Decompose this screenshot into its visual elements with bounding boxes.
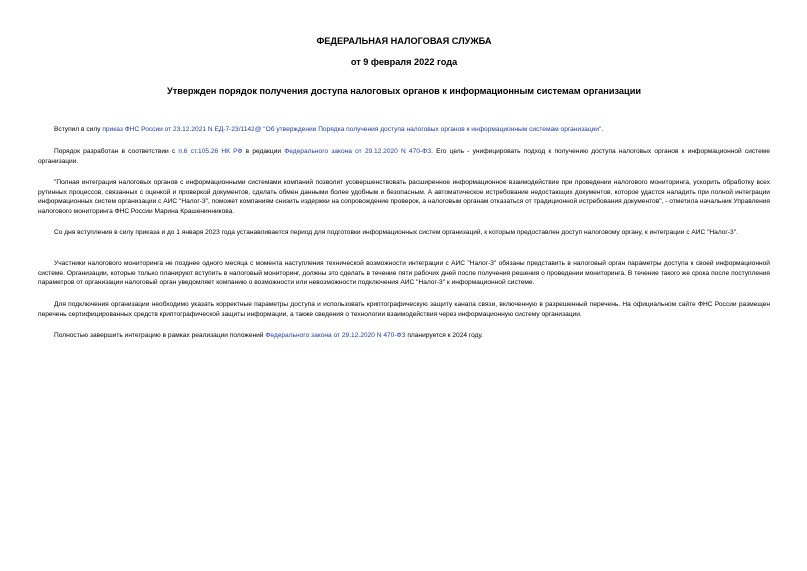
paragraph-order-effective: [38, 125, 770, 135]
paragraph-text: Полностью завершить интеграцию в рамках реализации положений: [54, 332, 266, 339]
paragraph-text: в редакции: [242, 148, 285, 155]
paragraph-quote: "Полная интеграция налоговых органов с информационными системами компаний позволит усовершенствовать расширенное информационное взаимодействие при проведении налогового мониторинга, ускорить обработку всех рутинных процессов, связанных с оценкой и проверкой документов, сделать обмен данными более удобным и безопасным. А автоматическое истребование недостающих документов, которое удастся наладить при полной интеграции информационных систем организации с АИС "Налог-3", поможет компаниям снизить издержки на сопровождение проверок, а налоговым органам отказаться от традиционной истребования документов", - отметила начальник Управления налогового мониторинга ФНС России Марина Крашенинникова.: [38, 179, 770, 215]
federal-law-link[interactable]: Федерального закона от 29.12.2020 N 470-ФЗ: [284, 148, 432, 155]
tax-code-link[interactable]: п.6 ст.105.26 НК РФ: [178, 148, 243, 155]
paragraph-text: планируется к 2024 году.: [405, 332, 483, 339]
paragraph-text: . Его цель - унифицировать подход к получению доступа налоговых органов к информационной системе организации.: [38, 148, 770, 165]
paragraph-preparation-period: Со дня вступления в силу приказа и до 1 января 2023 года устанавливается период для подготовки информационных систем организаций, к которым предоставлен доступ налоговому органу, к интеграции с АИС "Налог-3".: [54, 229, 738, 236]
document-date: от 9 февраля 2022 года: [350, 57, 458, 67]
order-title-link[interactable]: "Об утверждении Порядка получения доступа налоговых органов к информационным системам организации": [263, 126, 602, 133]
paragraph-completion: [38, 331, 770, 341]
paragraph-access-parameters: Участники налогового мониторинга не позднее одного месяца с момента наступления технической возможности интеграции с АИС "Налог-3" обязаны представить в налоговый орган параметры доступа к своей информационной системе. Организации, которые только планируют вступить в налоговый мониторинг, должны это сделать в течение пяти рабочих дней после получения решения о проведении мониторинга. В течение такого же срока после поступления параметров от организации налоговый орган уведомляет компанию о возможности или невозможности подключения АИС "Налог-3" к информационной системе.: [38, 260, 770, 286]
paragraph-connection-requirements: Для подключения организации необходимо указать корректные параметры доступа и использовать криптографическую защиту канала связи, включенную в разрешенный перечень. На официальном сайте ФНС России размещен перечень сертифицированных средств криптографической защиты информации, а также сведения о технологии взаимодействия через информационную систему организации.: [38, 301, 770, 318]
federal-law-link[interactable]: Федерального закона от 29.12.2020 N 470-ФЗ: [265, 332, 406, 339]
agency-name: ФЕДЕРАЛЬНАЯ НАЛОГОВАЯ СЛУЖБА: [316, 36, 492, 46]
paragraph-order-basis: [38, 147, 770, 166]
document-headline: Утвержден порядок получения доступа налоговых органов к информационным системам организации: [167, 86, 641, 96]
paragraph-text: .: [601, 126, 604, 133]
order-link[interactable]: приказ ФНС России от 23.12.2021 N ЕД-7-23/1142@: [102, 126, 262, 133]
paragraph-text: Вступил в силу: [54, 126, 103, 133]
paragraph-text: Порядок разработан в соответствии с: [54, 148, 179, 155]
